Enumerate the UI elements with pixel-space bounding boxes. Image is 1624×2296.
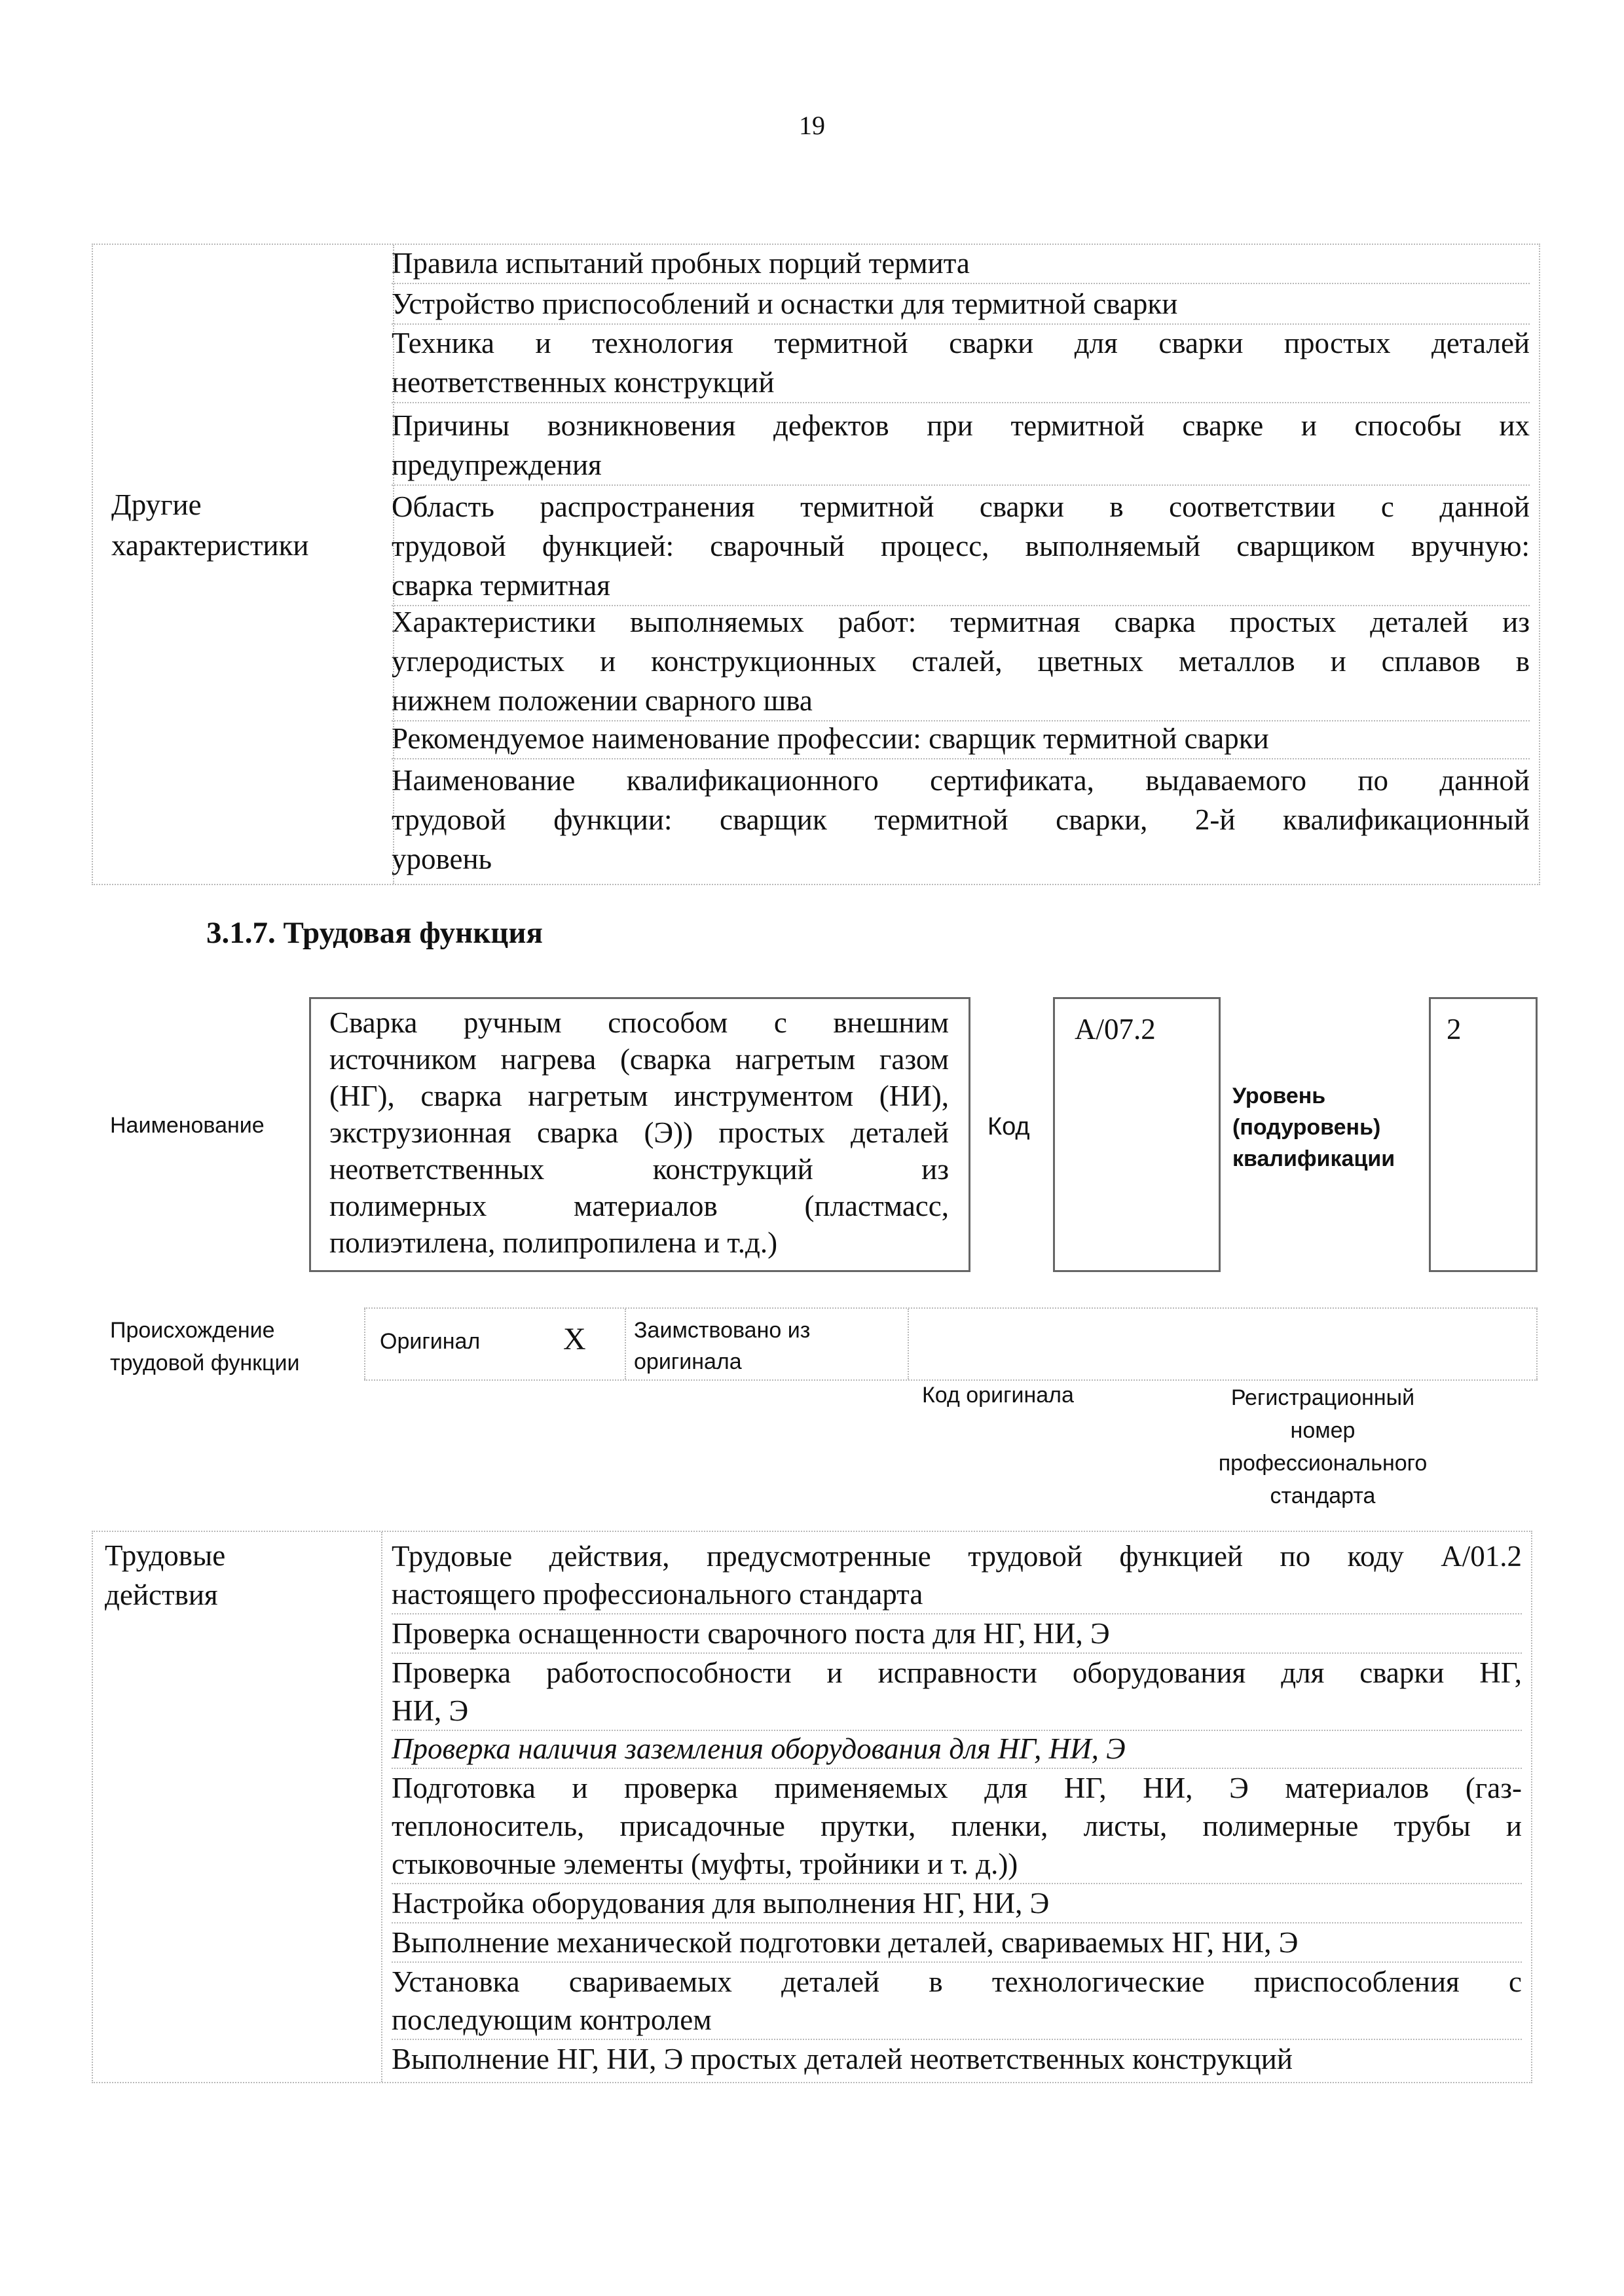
table-row: Выполнение механической подготовки деталей, свариваемых НГ, НИ, Э [392, 1923, 1522, 1963]
table-row: Причины возникновения дефектов при термитной сварке и способы их предупреждения [392, 406, 1530, 486]
level-box [1429, 997, 1538, 1272]
table-row: Трудовые действия, предусмотренные трудовой функцией по коду А/01.2 настоящего профессионального стандарта [392, 1537, 1522, 1614]
table-row: Наименование квалификационного сертификата, выдаваемого по данной трудовой функции: сварщик термитной сварки, 2-й квалификационный уровень [392, 764, 1530, 875]
code-label: Код [987, 1113, 1030, 1140]
qualification-level-label: Уровень (подуровень) квалификации [1232, 1084, 1395, 1171]
original-mark: X [563, 1322, 586, 1357]
table-row: Проверка оснащенности сварочного поста для НГ, НИ, Э [392, 1614, 1522, 1654]
table-row: Техника и технология термитной сварки для сварки простых деталей неответственных конструкций [392, 323, 1530, 403]
table-row: Установка свариваемых деталей в технологические приспособления с последующим контролем [392, 1963, 1522, 2040]
name-label: Наименование [110, 1113, 265, 1138]
page-number: 19 [799, 111, 825, 140]
table-row: Проверка работоспособности и исправности оборудования для сварки НГ, НИ, Э [392, 1654, 1522, 1731]
table-row: Характеристики выполняемых работ: термитная сварка простых деталей из углеродистых и конструкционных сталей, цветных металлов и сплавов в нижнем положении сварного шва [392, 602, 1530, 721]
original-label: Оригинал [380, 1329, 481, 1354]
table-row: Область распространения термитной сварки в соответствии с данной трудовой функцией: сварочный процесс, выполняемый сварщиком вручную: сварка термитная [392, 487, 1530, 606]
origin-frame [364, 1307, 1538, 1381]
code-original-label: Код оригинала [922, 1383, 1074, 1408]
code-box [1053, 997, 1221, 1272]
table-row: Подготовка и проверка применяемых для НГ, НИ, Э материалов (газ- теплоноситель, присадочные прутки, пленки, листы, полимерные трубы и стыковочные элементы (муфты, тройники и т. д.)) [392, 1769, 1522, 1884]
origin-label: Происхождение трудовой функции [110, 1318, 300, 1376]
code-value: A/07.2 [1075, 1013, 1156, 1046]
table-row: Настройка оборудования для выполнения НГ, НИ, Э [392, 1884, 1522, 1923]
table-row: Правила испытаний пробных порций термита [392, 244, 1530, 284]
table-row: Рекомендуемое наименование профессии: сварщик термитной сварки [392, 719, 1530, 759]
table-row: Устройство приспособлений и оснастки для термитной сварки [392, 284, 1530, 325]
level-value: 2 [1447, 1013, 1462, 1046]
borrowed-label: Заимствовано из оригинала [634, 1318, 811, 1374]
other-characteristics-label: Другие характеристики [111, 488, 309, 562]
function-name-box: Сварка ручным способом с внешним источником нагрева (сварка нагретым газом (НГ), сварка нагретым инструментом (НИ), экструзионная сварка (Э)) простых деталей неответственных конструкций из полимерных материалов (пластмасс, полиэтилена, полипропилена и т.д.) [309, 997, 970, 1272]
section-heading: 3.1.7. Трудовая функция [206, 916, 543, 950]
registration-number-label: Регистрационный номер профессионального стандарта [1218, 1385, 1428, 1508]
labor-actions-label: Трудовые действия [105, 1539, 226, 1611]
table-row: Проверка наличия заземления оборудования для НГ, НИ, Э [392, 1730, 1522, 1769]
table-row: Выполнение НГ, НИ, Э простых деталей неответственных конструкций [392, 2043, 1293, 2075]
